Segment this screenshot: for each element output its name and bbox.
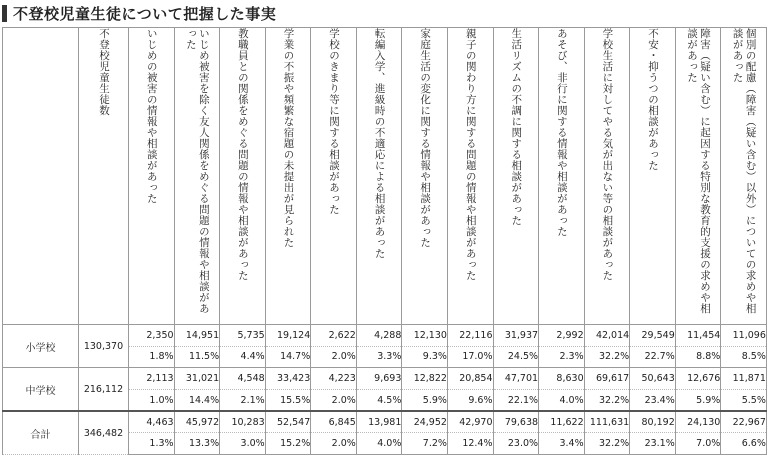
count-cell: 50,643 [630,368,676,390]
percentage-cell: 5.5% [721,389,767,411]
percentage-cell: 32.2% [584,433,630,455]
percentage-cell: 8.5% [721,346,767,368]
table-row-counts [3,368,767,390]
header-row [3,28,767,325]
column-header-2 [174,28,220,325]
percentage-cell: 9.6% [447,389,493,411]
count-cell: 22,116 [447,325,493,347]
percentage-cell: 23.4% [630,389,676,411]
column-header-14 [721,28,767,325]
percentage-cell: 13.3% [174,433,220,455]
count-cell: 9,693 [356,368,402,390]
column-header-13 [675,28,721,325]
count-cell: 10,283 [220,411,266,433]
count-cell: 13,981 [356,411,402,433]
percentage-cell: 4.5% [356,389,402,411]
count-cell: 52,547 [265,411,311,433]
percentage-cell: 32.2% [584,346,630,368]
title-bar [2,3,276,23]
count-cell: 12,676 [675,368,721,390]
page-title: 不登校児童生徒について把握した事実 [13,4,277,23]
percentage-cell: 2.1% [220,389,266,411]
column-header-9 [493,28,539,325]
column-header-5 [311,28,357,325]
column-header-label: いじめ被害を除く友人関係をめぐる問題の情報や相談があった [184,28,210,314]
percentage-cell: 24.5% [493,346,539,368]
count-cell: 12,130 [402,325,448,347]
column-header-4 [265,28,311,325]
corner-cell [3,28,79,325]
percentage-cell: 3.0% [220,433,266,455]
survey-table [2,27,767,455]
percentage-cell: 4.0% [356,433,402,455]
percentage-cell: 4.4% [220,346,266,368]
column-header-label: 転編入学、進級時の不適応による相談があった [373,28,386,259]
percentage-cell: 23.0% [493,433,539,455]
count-cell: 42,970 [447,411,493,433]
percentage-cell: 22.1% [493,389,539,411]
count-cell: 2,622 [311,325,357,347]
row-label: 小学校 [3,325,79,368]
column-header-label: 不安・抑うつの相談があった [646,28,659,171]
percentage-cell: 5.9% [675,389,721,411]
count-cell: 31,021 [174,368,220,390]
row-total: 346,482 [79,411,129,454]
column-header-label: 家庭生活の変化に関する情報や相談があった [419,28,432,248]
count-cell: 22,967 [721,411,767,433]
column-header-12 [630,28,676,325]
percentage-cell: 22.7% [630,346,676,368]
percentage-cell: 2.0% [311,433,357,455]
percentage-cell: 9.3% [402,346,448,368]
column-header-label: 個別の配慮（障害（疑い含む）以外）についての求めや相談があった [731,28,757,314]
count-cell: 19,124 [265,325,311,347]
count-cell: 31,937 [493,325,539,347]
count-cell: 11,622 [539,411,585,433]
percentage-cell: 15.2% [265,433,311,455]
title-accent-bar [2,5,7,22]
count-cell: 11,454 [675,325,721,347]
column-header-label: 生活リズムの不調に関する相談があった [510,28,523,226]
count-cell: 14,951 [174,325,220,347]
column-header-10 [539,28,585,325]
column-header-11 [584,28,630,325]
count-cell: 4,548 [220,368,266,390]
count-cell: 79,638 [493,411,539,433]
percentage-cell: 2.0% [311,346,357,368]
percentage-cell: 6.6% [721,433,767,455]
percentage-cell: 3.3% [356,346,402,368]
percentage-cell: 14.4% [174,389,220,411]
count-cell: 4,463 [129,411,175,433]
percentage-cell: 23.1% [630,433,676,455]
percentage-cell: 14.7% [265,346,311,368]
column-header-label: 障害（疑い含む）に起因する特別な教育的支援の求めや相談があった [686,28,712,314]
percentage-cell: 1.3% [129,433,175,455]
count-cell: 4,288 [356,325,402,347]
total-header-label: 不登校児童生徒数 [98,28,110,116]
column-header-8 [447,28,493,325]
count-cell: 11,096 [721,325,767,347]
count-cell: 69,617 [584,368,630,390]
total-header [79,28,129,325]
percentage-cell: 1.8% [129,346,175,368]
count-cell: 11,871 [721,368,767,390]
row-total: 216,112 [79,368,129,411]
column-header-label: 学校のきまり等に関する相談があった [328,28,341,215]
count-cell: 24,130 [675,411,721,433]
count-cell: 8,630 [539,368,585,390]
column-header-label: 親子の関わり方に関する問題の情報や相談があった [464,28,477,281]
percentage-cell: 2.0% [311,389,357,411]
count-cell: 4,223 [311,368,357,390]
row-label: 中学校 [3,368,79,411]
percentage-cell: 1.0% [129,389,175,411]
percentage-cell: 17.0% [447,346,493,368]
count-cell: 20,854 [447,368,493,390]
percentage-cell: 3.4% [539,433,585,455]
percentage-cell: 7.2% [402,433,448,455]
count-cell: 12,822 [402,368,448,390]
count-cell: 24,952 [402,411,448,433]
percentage-cell: 8.8% [675,346,721,368]
percentage-cell: 12.4% [447,433,493,455]
column-header-label: いじめの被害の情報や相談があった [145,28,158,204]
count-cell: 47,701 [493,368,539,390]
percentage-cell: 32.2% [584,389,630,411]
row-label: 合計 [3,411,79,454]
row-total: 130,370 [79,325,129,368]
percentage-cell: 7.0% [675,433,721,455]
percentage-cell: 2.3% [539,346,585,368]
count-cell: 111,631 [584,411,630,433]
column-header-label: あそび、非行に関する情報や相談があった [555,28,568,237]
column-header-6 [356,28,402,325]
percentage-cell: 11.5% [174,346,220,368]
column-header-label: 教職員との関係をめぐる問題の情報や相談があった [236,28,249,281]
count-cell: 2,113 [129,368,175,390]
count-cell: 80,192 [630,411,676,433]
count-cell: 6,845 [311,411,357,433]
table-row-counts [3,325,767,347]
column-header-label: 学校生活に対してやる気が出ない等の相談があった [601,28,614,281]
table-row-counts [3,411,767,433]
count-cell: 5,735 [220,325,266,347]
percentage-cell: 5.9% [402,389,448,411]
count-cell: 33,423 [265,368,311,390]
column-header-1 [129,28,175,325]
percentage-cell: 15.5% [265,389,311,411]
column-header-3 [220,28,266,325]
count-cell: 2,992 [539,325,585,347]
percentage-cell: 4.0% [539,389,585,411]
count-cell: 45,972 [174,411,220,433]
count-cell: 2,350 [129,325,175,347]
column-header-7 [402,28,448,325]
count-cell: 42,014 [584,325,630,347]
column-header-label: 学業の不振や頻繁な宿題の未提出が見られた [282,28,295,248]
count-cell: 29,549 [630,325,676,347]
